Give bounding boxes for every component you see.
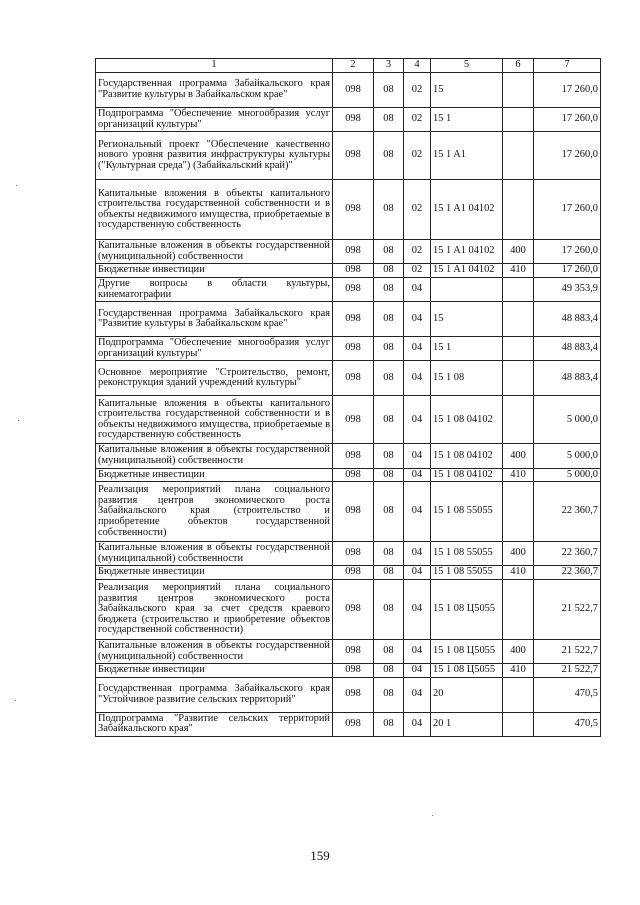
table-row <box>96 132 601 180</box>
row-section-cell: 08 <box>374 361 404 396</box>
table-row <box>96 579 601 639</box>
row-name-cell: Другие вопросы в области культуры, кинематографии <box>96 277 333 301</box>
row-subsection-cell: 04 <box>404 712 431 736</box>
row-name-cell: Бюджетные инвестиции <box>96 566 333 580</box>
row-target-code-cell: 15 1 08 <box>431 361 503 396</box>
row-target-code-cell: 15 1 08 04102 <box>431 396 503 444</box>
row-amount-cell: 17 260,0 <box>534 264 601 278</box>
row-amount-cell: 22 360,7 <box>534 542 601 566</box>
row-target-code-cell: 15 1 08 04102 <box>431 444 503 468</box>
row-section-cell: 08 <box>374 664 404 678</box>
row-expense-type-cell: 410 <box>503 468 534 482</box>
row-section-cell: 08 <box>374 73 404 108</box>
row-target-code-cell: 15 1 A1 04102 <box>431 240 503 264</box>
row-name-cell: Государственная программа Забайкальского края "Развитие культуры в Забайкальском крае" <box>96 73 333 108</box>
row-admin-code-cell: 098 <box>333 566 374 580</box>
row-amount-cell: 48 883,4 <box>534 337 601 361</box>
table-row <box>96 240 601 264</box>
row-name-cell: Региональный проект "Обеспечение качественно нового уровня развития инфраструктуры культуры ("Культурная среда") (Забайкальский край)" <box>96 132 333 180</box>
row-subsection-cell: 04 <box>404 482 431 542</box>
row-target-code-cell: 15 1 08 55055 <box>431 566 503 580</box>
row-target-code-cell <box>431 277 503 301</box>
row-section-cell: 08 <box>374 337 404 361</box>
row-amount-cell: 5 000,0 <box>534 396 601 444</box>
table-row <box>96 482 601 542</box>
row-amount-cell: 17 260,0 <box>534 180 601 240</box>
row-section-cell: 08 <box>374 579 404 639</box>
row-subsection-cell: 04 <box>404 361 431 396</box>
row-section-cell: 08 <box>374 277 404 301</box>
row-target-code-cell: 15 1 A1 04102 <box>431 180 503 240</box>
row-subsection-cell: 04 <box>404 677 431 712</box>
table-row <box>96 542 601 566</box>
header-cell: 1 <box>96 59 333 73</box>
row-name-cell: Реализация мероприятий плана социального развития центров экономического роста Забайкальского края (строительство и приобретение объектов государственной собственности) <box>96 482 333 542</box>
table-row <box>96 396 601 444</box>
row-admin-code-cell: 098 <box>333 444 374 468</box>
row-section-cell: 08 <box>374 482 404 542</box>
row-target-code-cell: 20 1 <box>431 712 503 736</box>
row-section-cell: 08 <box>374 132 404 180</box>
row-name-cell: Капитальные вложения в объекты государственной (муниципальной) собственности <box>96 240 333 264</box>
row-admin-code-cell: 098 <box>333 664 374 678</box>
row-target-code-cell: 15 1 A1 <box>431 132 503 180</box>
row-amount-cell: 470,5 <box>534 677 601 712</box>
row-name-cell: Подпрограмма "Обеспечение многообразия услуг организаций культуры" <box>96 108 333 132</box>
row-subsection-cell: 04 <box>404 337 431 361</box>
row-expense-type-cell <box>503 73 534 108</box>
scan-speck <box>18 420 19 421</box>
row-target-code-cell: 15 1 <box>431 108 503 132</box>
row-subsection-cell: 04 <box>404 468 431 482</box>
row-name-cell: Капитальные вложения в объекты государственной (муниципальной) собственности <box>96 444 333 468</box>
row-amount-cell: 17 260,0 <box>534 108 601 132</box>
row-amount-cell: 17 260,0 <box>534 73 601 108</box>
row-expense-type-cell: 400 <box>503 542 534 566</box>
row-expense-type-cell <box>503 712 534 736</box>
table-row <box>96 277 601 301</box>
row-subsection-cell: 04 <box>404 566 431 580</box>
row-admin-code-cell: 098 <box>333 712 374 736</box>
row-name-cell: Государственная программа Забайкальского края "Устойчивое развитие сельских территорий" <box>96 677 333 712</box>
row-admin-code-cell: 098 <box>333 542 374 566</box>
row-amount-cell: 21 522,7 <box>534 579 601 639</box>
header-cell: 7 <box>534 59 601 73</box>
row-section-cell: 08 <box>374 180 404 240</box>
row-target-code-cell: 15 1 08 Ц5055 <box>431 639 503 663</box>
row-admin-code-cell: 098 <box>333 73 374 108</box>
row-amount-cell: 5 000,0 <box>534 468 601 482</box>
row-expense-type-cell <box>503 396 534 444</box>
row-name-cell: Подпрограмма "Обеспечение многообразия услуг организаций культуры" <box>96 337 333 361</box>
row-admin-code-cell: 098 <box>333 132 374 180</box>
row-expense-type-cell <box>503 302 534 337</box>
row-expense-type-cell: 400 <box>503 444 534 468</box>
row-section-cell: 08 <box>374 108 404 132</box>
row-subsection-cell: 02 <box>404 108 431 132</box>
row-section-cell: 08 <box>374 566 404 580</box>
row-subsection-cell: 04 <box>404 444 431 468</box>
row-amount-cell: 17 260,0 <box>534 132 601 180</box>
page-number: 159 <box>310 848 330 863</box>
row-admin-code-cell: 098 <box>333 180 374 240</box>
row-name-cell: Основное мероприятие "Строительство, ремонт, реконструкция зданий учреждений культуры" <box>96 361 333 396</box>
row-name-cell: Государственная программа Забайкальского края "Развитие культуры в Забайкальском крае" <box>96 302 333 337</box>
row-expense-type-cell <box>503 132 534 180</box>
table-row <box>96 180 601 240</box>
table-row <box>96 468 601 482</box>
table-row <box>96 302 601 337</box>
row-expense-type-cell: 410 <box>503 264 534 278</box>
row-name-cell: Бюджетные инвестиции <box>96 468 333 482</box>
row-admin-code-cell: 098 <box>333 302 374 337</box>
scan-speck <box>15 700 16 701</box>
row-name-cell: Подпрограмма "Развитие сельских территорий Забайкальского края" <box>96 712 333 736</box>
row-amount-cell: 5 000,0 <box>534 444 601 468</box>
row-subsection-cell: 04 <box>404 542 431 566</box>
row-amount-cell: 22 360,7 <box>534 566 601 580</box>
row-expense-type-cell: 410 <box>503 664 534 678</box>
row-target-code-cell: 15 <box>431 302 503 337</box>
row-subsection-cell: 04 <box>404 277 431 301</box>
scan-speck <box>16 185 17 186</box>
table-row <box>96 73 601 108</box>
row-target-code-cell: 15 1 08 55055 <box>431 542 503 566</box>
row-section-cell: 08 <box>374 302 404 337</box>
header-cell: 3 <box>374 59 404 73</box>
row-name-cell: Капитальные вложения в объекты капитального строительства государственной собственности и в объекты недвижимого имущества, приобретаемые в государственную собственность <box>96 180 333 240</box>
table-body <box>96 59 601 737</box>
row-expense-type-cell: 400 <box>503 240 534 264</box>
row-section-cell: 08 <box>374 712 404 736</box>
row-expense-type-cell <box>503 108 534 132</box>
row-section-cell: 08 <box>374 677 404 712</box>
table-row <box>96 664 601 678</box>
row-amount-cell: 48 883,4 <box>534 302 601 337</box>
row-admin-code-cell: 098 <box>333 639 374 663</box>
table-row <box>96 361 601 396</box>
row-admin-code-cell: 098 <box>333 579 374 639</box>
row-amount-cell: 470,5 <box>534 712 601 736</box>
row-target-code-cell: 15 1 <box>431 337 503 361</box>
row-subsection-cell: 04 <box>404 396 431 444</box>
row-target-code-cell: 15 1 08 55055 <box>431 482 503 542</box>
row-expense-type-cell <box>503 579 534 639</box>
row-expense-type-cell: 400 <box>503 639 534 663</box>
row-target-code-cell: 15 1 08 04102 <box>431 468 503 482</box>
row-section-cell: 08 <box>374 542 404 566</box>
row-expense-type-cell: 410 <box>503 566 534 580</box>
table-row <box>96 337 601 361</box>
table-row <box>96 444 601 468</box>
row-section-cell: 08 <box>374 396 404 444</box>
table-row <box>96 566 601 580</box>
scan-speck <box>432 815 433 816</box>
row-target-code-cell: 15 1 A1 04102 <box>431 264 503 278</box>
row-target-code-cell: 15 1 08 Ц5055 <box>431 664 503 678</box>
table-row <box>96 677 601 712</box>
row-subsection-cell: 04 <box>404 664 431 678</box>
row-name-cell: Капитальные вложения в объекты государственной (муниципальной) собственности <box>96 639 333 663</box>
row-expense-type-cell <box>503 337 534 361</box>
row-amount-cell: 48 883,4 <box>534 361 601 396</box>
row-name-cell: Капитальные вложения в объекты капитального строительства государственной собственности и в объекты недвижимого имущества, приобретаемые в государственную собственность <box>96 396 333 444</box>
row-admin-code-cell: 098 <box>333 396 374 444</box>
row-section-cell: 08 <box>374 444 404 468</box>
row-admin-code-cell: 098 <box>333 468 374 482</box>
row-expense-type-cell <box>503 677 534 712</box>
header-row <box>96 59 601 73</box>
row-amount-cell: 22 360,7 <box>534 482 601 542</box>
row-section-cell: 08 <box>374 264 404 278</box>
row-section-cell: 08 <box>374 639 404 663</box>
row-amount-cell: 21 522,7 <box>534 664 601 678</box>
row-expense-type-cell <box>503 277 534 301</box>
row-section-cell: 08 <box>374 240 404 264</box>
row-expense-type-cell <box>503 482 534 542</box>
row-subsection-cell: 02 <box>404 132 431 180</box>
row-subsection-cell: 02 <box>404 264 431 278</box>
row-subsection-cell: 04 <box>404 302 431 337</box>
row-admin-code-cell: 098 <box>333 482 374 542</box>
row-subsection-cell: 02 <box>404 240 431 264</box>
row-admin-code-cell: 098 <box>333 264 374 278</box>
row-subsection-cell: 02 <box>404 180 431 240</box>
row-admin-code-cell: 098 <box>333 677 374 712</box>
header-cell: 5 <box>431 59 503 73</box>
row-target-code-cell: 20 <box>431 677 503 712</box>
row-name-cell: Бюджетные инвестиции <box>96 664 333 678</box>
table-row <box>96 108 601 132</box>
header-cell: 4 <box>404 59 431 73</box>
header-cell: 6 <box>503 59 534 73</box>
row-admin-code-cell: 098 <box>333 337 374 361</box>
row-name-cell: Бюджетные инвестиции <box>96 264 333 278</box>
row-target-code-cell: 15 1 08 Ц5055 <box>431 579 503 639</box>
table-row <box>96 639 601 663</box>
row-amount-cell: 49 353,9 <box>534 277 601 301</box>
row-name-cell: Реализация мероприятий плана социального развития центров экономического роста Забайкальского края за счет средств краевого бюджета (строительство и приобретение объектов государственной собственности) <box>96 579 333 639</box>
row-subsection-cell: 02 <box>404 73 431 108</box>
row-amount-cell: 17 260,0 <box>534 240 601 264</box>
row-expense-type-cell <box>503 361 534 396</box>
budget-table <box>95 58 601 737</box>
row-admin-code-cell: 098 <box>333 108 374 132</box>
row-amount-cell: 21 522,7 <box>534 639 601 663</box>
row-expense-type-cell <box>503 180 534 240</box>
row-admin-code-cell: 098 <box>333 240 374 264</box>
row-name-cell: Капитальные вложения в объекты государственной (муниципальной) собственности <box>96 542 333 566</box>
header-cell: 2 <box>333 59 374 73</box>
row-subsection-cell: 04 <box>404 579 431 639</box>
table-row <box>96 264 601 278</box>
row-admin-code-cell: 098 <box>333 277 374 301</box>
row-section-cell: 08 <box>374 468 404 482</box>
row-target-code-cell: 15 <box>431 73 503 108</box>
table-row <box>96 712 601 736</box>
row-subsection-cell: 04 <box>404 639 431 663</box>
row-admin-code-cell: 098 <box>333 361 374 396</box>
